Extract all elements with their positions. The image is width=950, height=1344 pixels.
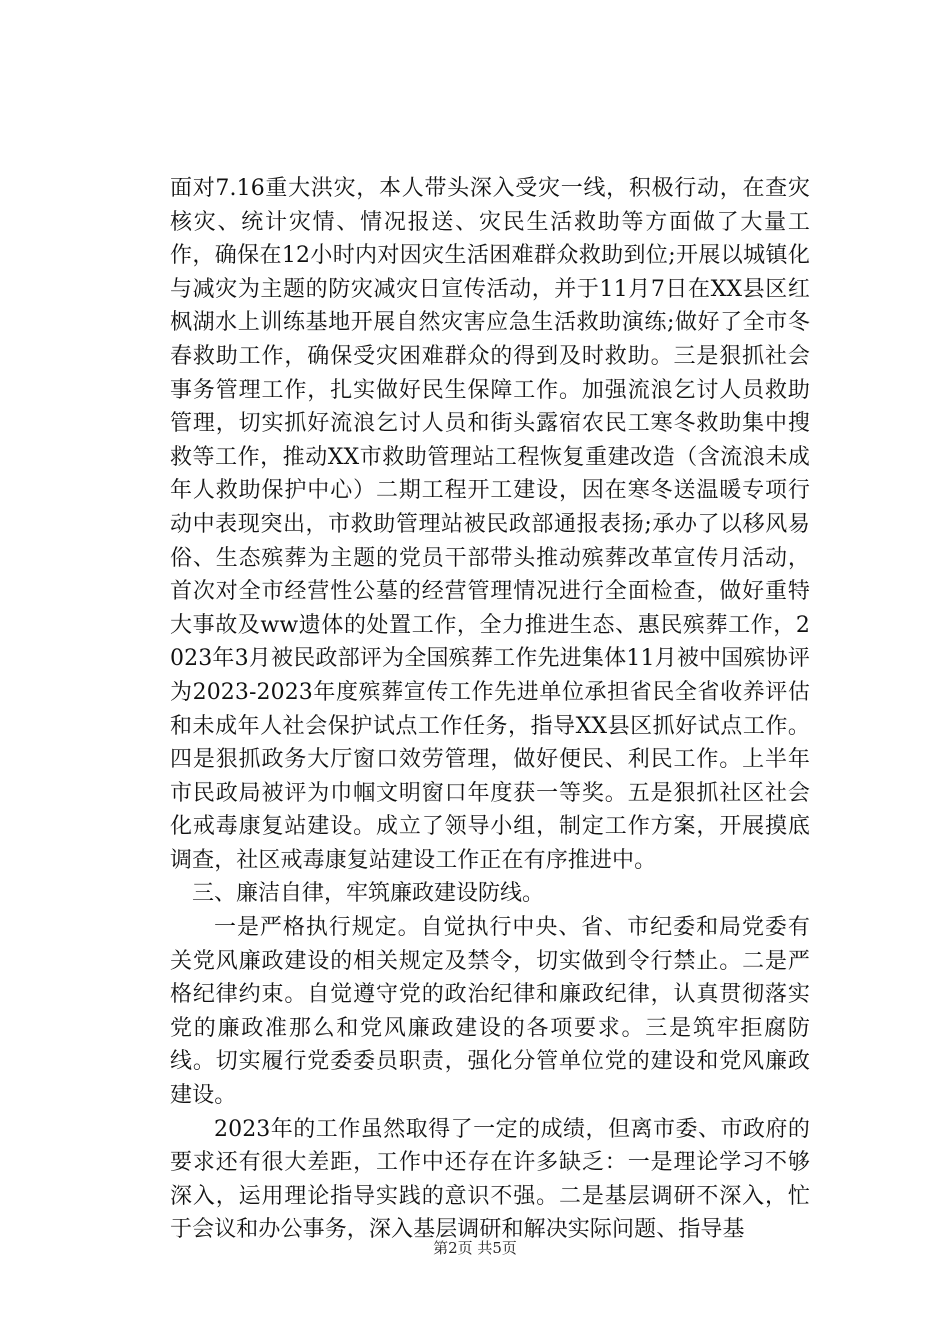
document-body (170, 172, 810, 1247)
body-paragraph-2: 一是严格执行规定。自觉执行中央、省、市纪委和局党委有关党风廉政建设的相关规定及禁令，切实做到令行禁止。二是严格纪律约束。自觉遵守党的政治纪律和廉政纪律，认真贯彻落实党的廉政准那么和党风廉政建设的各项要求。三是筑牢拒腐防线。切实履行党委委员职责，强化分管单位党的建设和党风廉政建设。 (170, 915, 810, 1109)
page-number-footer: 第2页 共5页 (433, 1239, 517, 1257)
section-heading-3: 三、廉洁自律，牢筑廉政建设防线。 (192, 881, 545, 907)
body-paragraph-3: 2023年的工作虽然取得了一定的成绩，但离市委、市政府的要求还有很大差距，工作中还存在许多缺乏：一是理论学习不够深入，运用理论指导实践的意识不强。二是基层调研不深入，忙于会议和办公事务，深入基层调研和解决实际问题、指导基 (170, 1116, 810, 1243)
body-paragraph-1: 面对7.16重大洪灾，本人带头深入受灾一线，积极行动，在查灾核灾、统计灾情、情况报送、灾民生活救助等方面做了大量工作，确保在12小时内对因灾生活困难群众救助到位;开展以城镇化与减灾为主题的防灾减灾日宣传活动，并于11月7日在XX县区红枫湖水上训练基地开展自然灾害应急生活救助演练;做好了全市冬春救助工作，确保受灾困难群众的得到及时救助。三是狠抓社会事务管理工作，扎实做好民生保障工作。加强流浪乞讨人员救助管理，切实抓好流浪乞讨人员和街头露宿农民工寒冬救助集中搜救等工作，推动XX市救助管理站工程恢复重建改造（含流浪未成年人救助保护中心）二期工程开工建设，因在寒冬送温暖专项行动中表现突出，市救助管理站被民政部通报表扬;承办了以移风易俗、生态殡葬为主题的党员干部带头推动殡葬改革宣传月活动，首次对全市经营性公墓的经营管理情况进行全面检查，做好重特大事故及ww遗体的处置工作，全力推进生态、惠民殡葬工作，2023年3月被民政部评为全国殡葬工作先进集体11月被中国殡协评为2023-2023年度殡葬宣传工作先进单位承担省民全省收养评估和未成年人社会保护试点工作任务，指导XX县区抓好试点工作。四是狠抓政务大厅窗口效劳管理，做好便民、利民工作。上半年市民政局被评为巾帼文明窗口年度获一等奖。五是狠抓社区社会化戒毒康复站建设。成立了领导小组，制定工作方案，开展摸底调查，社区戒毒康复站建设工作正在有序推进中。 (170, 176, 810, 873)
